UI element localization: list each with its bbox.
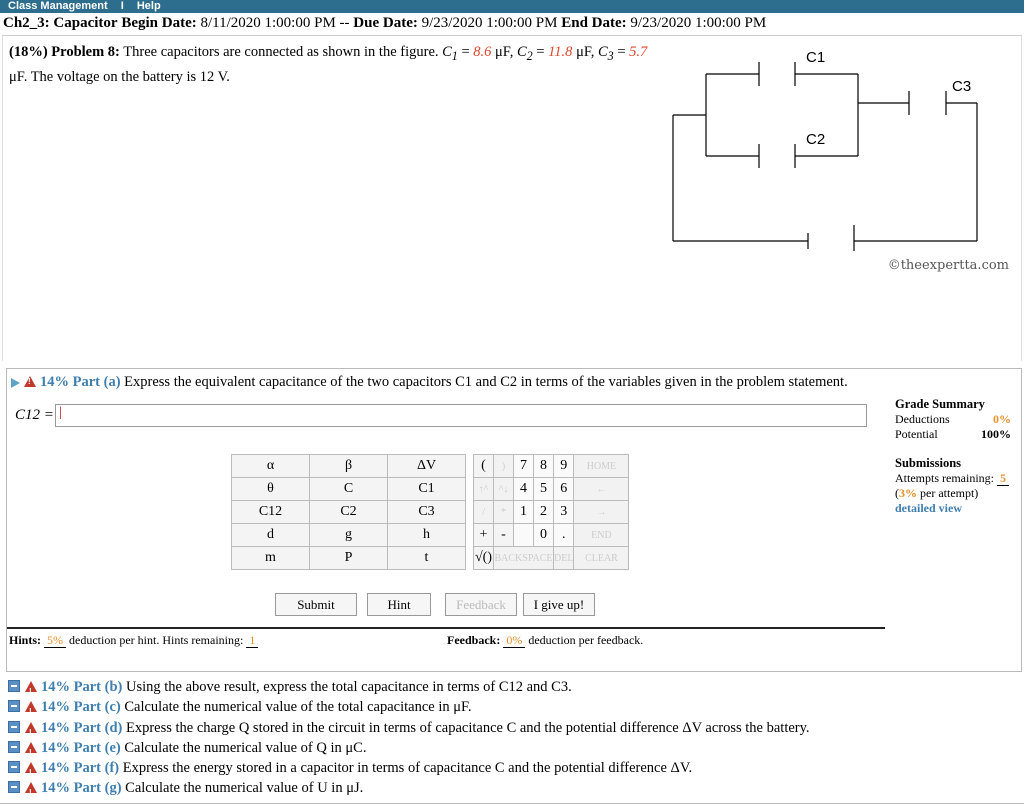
part-text: Express the energy stored in a capacitor in terms of capacitance C and the potential difference ΔV. — [122, 760, 693, 777]
key-end[interactable]: END — [574, 524, 629, 547]
warning-icon — [25, 742, 37, 753]
c2-value: 11.8 — [548, 44, 573, 60]
problem-text: (18%) Problem 8: Three capacitors are connected as shown in the figure. $C_1 = 8.6$ μF, $C_2 = 11.8$ μF, $C_3 = 5.7$ μF. The voltage on the battery is 12 V. — [9, 44, 648, 85]
key-beta[interactable]: β — [310, 455, 388, 478]
key-c12[interactable]: C12 — [232, 501, 310, 524]
hint-button[interactable]: Hint — [367, 593, 431, 616]
part-label: Part (g) — [73, 780, 122, 797]
detailed-view-link[interactable]: detailed view — [895, 501, 962, 515]
collapse-icon[interactable] — [8, 721, 20, 733]
key-0[interactable]: 0 — [534, 524, 554, 547]
key-open-paren[interactable]: ( — [474, 455, 494, 478]
keypad-spacer — [466, 524, 474, 547]
keypad-spacer — [466, 478, 474, 501]
c1-subscript: 1 — [451, 48, 458, 63]
feedback-text: deduction per feedback. — [528, 633, 644, 647]
key-7[interactable]: 7 — [514, 455, 534, 478]
c1-value: 8.6 — [473, 44, 492, 60]
key-minus[interactable]: - — [494, 524, 514, 547]
key-clear[interactable]: CLEAR — [574, 547, 629, 570]
key-c[interactable]: C — [310, 478, 388, 501]
class-management-link[interactable]: Class Management — [8, 0, 108, 12]
action-buttons — [275, 593, 595, 616]
feedback-pct: 0% — [503, 633, 525, 648]
part-a-label: Part (a) — [72, 374, 121, 390]
key-4[interactable]: 4 — [514, 478, 534, 501]
collapse-icon[interactable] — [8, 700, 20, 712]
hints-pct: 5% — [44, 633, 66, 648]
per-attempt-text: per attempt) — [920, 486, 979, 500]
part-a-heading — [11, 374, 848, 391]
unit: μF — [576, 44, 591, 60]
key-backspace[interactable]: BACKSPACE — [494, 547, 554, 570]
c2-subscript: 2 — [526, 48, 533, 63]
key-plus[interactable]: + — [474, 524, 494, 547]
expand-arrow-icon[interactable] — [11, 378, 20, 388]
c3-symbol: $C_3$ — [598, 44, 614, 63]
menu-separator: I — [120, 0, 124, 12]
collapse-icon[interactable] — [8, 781, 20, 793]
part-text: Calculate the numerical value of U in μJ. — [125, 780, 364, 797]
part-pct: 14% — [41, 699, 70, 716]
key-up-power[interactable]: ↑^ — [474, 478, 494, 501]
part-pct: 14% — [41, 719, 70, 736]
part-label: Part (d) — [73, 719, 123, 736]
hints-text: deduction per hint. Hints remaining: — [69, 633, 244, 647]
key-p[interactable]: P — [310, 547, 388, 570]
key-multiply[interactable]: * — [494, 501, 514, 524]
end-date: 9/23/2020 1:00:00 PM — [630, 15, 767, 31]
keypad-spacer — [466, 455, 474, 478]
circuit-diagram — [643, 36, 1023, 251]
collapse-icon[interactable] — [8, 680, 20, 692]
attempts-label: Attempts remaining: — [895, 471, 994, 485]
problem-intro: Three capacitors are connected as shown in the figure. — [123, 44, 439, 60]
key-5[interactable]: 5 — [534, 478, 554, 501]
key-theta[interactable]: θ — [232, 478, 310, 501]
warning-icon — [25, 762, 37, 773]
key-c2[interactable]: C2 — [310, 501, 388, 524]
key-3[interactable]: 3 — [554, 501, 574, 524]
key-dot[interactable]: . — [554, 524, 574, 547]
part-row[interactable] — [8, 738, 810, 758]
problem-weight: (18%) — [9, 44, 48, 60]
part-pct: 14% — [41, 679, 70, 695]
part-a-text: Express the equivalent capacitance of the two capacitors C1 and C2 in terms of the variables given in the problem statement. — [124, 374, 848, 390]
key-left-arrow[interactable]: ← — [574, 478, 629, 501]
key-c3[interactable]: C3 — [388, 501, 466, 524]
potential-label: Potential — [895, 427, 938, 441]
part-label: Part (c) — [73, 699, 121, 716]
key-divide[interactable]: / — [474, 501, 494, 524]
key-m[interactable]: m — [232, 547, 310, 570]
page-divider — [0, 803, 1024, 804]
feedback-label: Feedback: — [447, 633, 501, 647]
key-empty — [514, 524, 534, 547]
key-g[interactable]: g — [310, 524, 388, 547]
part-label: Part (e) — [73, 739, 121, 756]
hints-remaining: 1 — [246, 633, 258, 648]
part-text: Express the charge Q stored in the circuit in terms of capacitance C and the potential difference ΔV across the battery. — [125, 719, 810, 736]
key-d[interactable]: d — [232, 524, 310, 547]
key-8[interactable]: 8 — [534, 455, 554, 478]
feedback-bar — [445, 627, 885, 652]
part-text: Calculate the numerical value of the total capacitance in μF. — [124, 699, 472, 716]
part-label: Part (f) — [73, 760, 120, 777]
key-alpha[interactable]: α — [232, 455, 310, 478]
problem-battery: The voltage on the battery is 12 V. — [30, 68, 230, 85]
attempts-value: 5 — [997, 471, 1009, 486]
help-link[interactable]: Help — [136, 0, 161, 12]
part-a-pct: 14% — [40, 374, 69, 390]
part-pct: 14% — [41, 780, 70, 797]
problem-statement — [2, 35, 1022, 361]
key-t[interactable]: t — [388, 547, 466, 570]
submissions-title: Submissions — [895, 456, 962, 470]
hints-label: Hints: — [9, 633, 42, 647]
collapse-icon[interactable] — [8, 761, 20, 773]
keypad-spacer — [466, 501, 474, 524]
per-attempt-pct: 3% — [899, 486, 917, 500]
feedback-button[interactable]: Feedback — [445, 593, 517, 616]
warning-icon — [25, 701, 37, 712]
assignment-header — [3, 15, 766, 32]
give-up-button[interactable]: I give up! — [523, 593, 595, 616]
unit: μF — [495, 44, 510, 60]
deductions-label: Deductions — [895, 412, 950, 426]
key-9[interactable]: 9 — [554, 455, 574, 478]
end-date-label: End Date: — [561, 15, 627, 31]
key-close-paren[interactable]: ) — [494, 455, 514, 478]
hints-bar — [7, 627, 445, 652]
grade-summary-title: Grade Summary — [895, 397, 985, 411]
deductions-value: 0% — [993, 412, 1011, 426]
problem-number: Problem 8: — [51, 44, 120, 60]
key-sqrt[interactable]: √() — [474, 547, 494, 570]
warning-icon — [25, 782, 37, 793]
part-row[interactable] — [8, 718, 810, 738]
key-h[interactable]: h — [388, 524, 466, 547]
collapse-icon[interactable] — [8, 741, 20, 753]
c3-value: 5.7 — [629, 44, 648, 60]
assignment-name: Ch2_3: Capacitor — [3, 15, 118, 31]
key-1[interactable]: 1 — [514, 501, 534, 524]
part-a-panel — [6, 368, 1022, 672]
part-row[interactable] — [8, 677, 810, 697]
warning-icon — [25, 681, 37, 692]
keypad-spacer — [466, 547, 474, 570]
begin-date: 8/11/2020 1:00:00 PM -- — [200, 15, 350, 31]
part-row[interactable] — [8, 778, 810, 798]
part-pct: 14% — [41, 760, 70, 777]
submit-button[interactable]: Submit — [275, 593, 357, 616]
part-text: Calculate the numerical value of Q in μC. — [124, 739, 367, 756]
key-2[interactable]: 2 — [534, 501, 554, 524]
warning-icon — [24, 376, 36, 387]
key-6[interactable]: 6 — [554, 478, 574, 501]
part-pct: 14% — [41, 739, 70, 756]
due-date-label: Due Date: — [353, 15, 418, 31]
answer-label: C12 = — [15, 407, 54, 423]
c2-label: C2 — [806, 131, 826, 148]
c2-symbol: C — [516, 44, 527, 60]
key-c1[interactable]: C1 — [388, 478, 466, 501]
c3-label: C3 — [952, 78, 972, 95]
copyright-credit: ©theexpertta.com — [887, 258, 1009, 273]
key-delta-v[interactable]: ΔV — [388, 455, 466, 478]
part-text: Using the above result, express the total capacitance in terms of C12 and C3. — [125, 679, 572, 695]
key-del[interactable]: DEL — [554, 547, 574, 570]
part-label: Part (b) — [73, 679, 123, 695]
top-menu-bar — [0, 0, 1024, 13]
unit: μF — [9, 68, 24, 85]
answer-input[interactable]: | — [55, 404, 867, 427]
part-row[interactable] — [8, 697, 810, 717]
c1-symbol: C — [442, 44, 452, 60]
warning-icon — [25, 722, 37, 733]
due-date: 9/23/2020 1:00:00 PM — [421, 15, 558, 31]
key-home[interactable]: HOME — [574, 455, 629, 478]
c1-label: C1 — [806, 49, 826, 66]
key-down-power[interactable]: ^↓ — [494, 478, 514, 501]
parts-list — [8, 677, 810, 799]
grade-summary: Grade Summary Deductions 0% Potential 100% Submissions Attempts remaining: 5 (3% per attempt) detailed view — [895, 397, 1011, 515]
potential-value: 100% — [981, 427, 1011, 441]
begin-date-label: Begin Date: — [121, 15, 197, 31]
equation-keypad — [231, 454, 629, 570]
part-row[interactable] — [8, 758, 810, 778]
key-right-arrow[interactable]: → — [574, 501, 629, 524]
